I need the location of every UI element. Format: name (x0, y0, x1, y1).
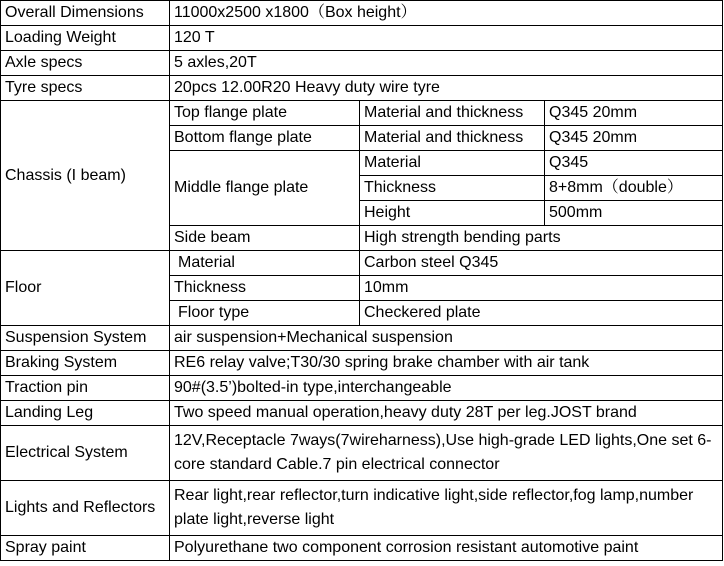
table-row-electrical (1, 426, 723, 481)
table-row-lights (1, 481, 723, 536)
middle-flange-height-prop: Height (360, 201, 545, 226)
landing-leg-label: Landing Leg (1, 401, 170, 426)
side-beam-value: High strength bending parts (360, 226, 723, 251)
traction-pin-label: Traction pin (1, 376, 170, 401)
suspension-value: air suspension+Mechanical suspension (170, 326, 723, 351)
lights-label: Lights and Reflectors (1, 481, 170, 536)
suspension-label: Suspension System (1, 326, 170, 351)
table-row-landing-leg (1, 401, 723, 426)
floor-material-label: Material (170, 251, 360, 276)
top-flange-value: Q345 20mm (545, 101, 723, 126)
spray-paint-value: Polyurethane two component corrosion resistant automotive paint (170, 536, 723, 561)
overall-dimensions-label: Overall Dimensions (1, 1, 170, 26)
floor-type-label: Floor type (170, 301, 360, 326)
tyre-specs-label: Tyre specs (1, 76, 170, 101)
table-row-chassis-top-flange (1, 101, 723, 126)
table-row-loading-weight (1, 26, 723, 51)
electrical-value: 12V,Receptacle 7ways(7wireharness),Use high-grade LED lights,One set 6-core standard Cable.7 pin electrical connector (170, 426, 723, 481)
middle-flange-material-value: Q345 (545, 151, 723, 176)
tyre-specs-value: 20pcs 12.00R20 Heavy duty wire tyre (170, 76, 723, 101)
braking-label: Braking System (1, 351, 170, 376)
top-flange-prop: Material and thickness (360, 101, 545, 126)
middle-flange-material-prop: Material (360, 151, 545, 176)
axle-specs-label: Axle specs (1, 51, 170, 76)
overall-dimensions-value: 11000x2500 x1800（Box height） (170, 1, 723, 26)
middle-flange-label: Middle flange plate (170, 151, 360, 226)
table-row-floor-material (1, 251, 723, 276)
landing-leg-value: Two speed manual operation,heavy duty 28T per leg.JOST brand (170, 401, 723, 426)
side-beam-label: Side beam (170, 226, 360, 251)
top-flange-label: Top flange plate (170, 101, 360, 126)
chassis-label: Chassis (I beam) (1, 101, 170, 251)
bottom-flange-value: Q345 20mm (545, 126, 723, 151)
electrical-label: Electrical System (1, 426, 170, 481)
table-row-suspension (1, 326, 723, 351)
traction-pin-value: 90#(3.5’)bolted-in type,interchangeable (170, 376, 723, 401)
middle-flange-thickness-value: 8+8mm（double） (545, 176, 723, 201)
loading-weight-label: Loading Weight (1, 26, 170, 51)
table-row-spray-paint (1, 536, 723, 561)
floor-label: Floor (1, 251, 170, 326)
floor-thickness-label: Thickness (170, 276, 360, 301)
table-row-tyre-specs (1, 76, 723, 101)
floor-material-value: Carbon steel Q345 (360, 251, 723, 276)
floor-thickness-value: 10mm (360, 276, 723, 301)
bottom-flange-label: Bottom flange plate (170, 126, 360, 151)
loading-weight-value: 120 T (170, 26, 723, 51)
lights-value: Rear light,rear reflector,turn indicative light,side reflector,fog lamp,number plate light,reverse light (170, 481, 723, 536)
table-row-traction-pin (1, 376, 723, 401)
bottom-flange-prop: Material and thickness (360, 126, 545, 151)
spray-paint-label: Spray paint (1, 536, 170, 561)
floor-type-value: Checkered plate (360, 301, 723, 326)
braking-value: RE6 relay valve;T30/30 spring brake chamber with air tank (170, 351, 723, 376)
middle-flange-thickness-prop: Thickness (360, 176, 545, 201)
axle-specs-value: 5 axles,20T (170, 51, 723, 76)
middle-flange-height-value: 500mm (545, 201, 723, 226)
table-row-braking (1, 351, 723, 376)
table-row-overall-dimensions (1, 1, 723, 26)
table-row-axle-specs (1, 51, 723, 76)
